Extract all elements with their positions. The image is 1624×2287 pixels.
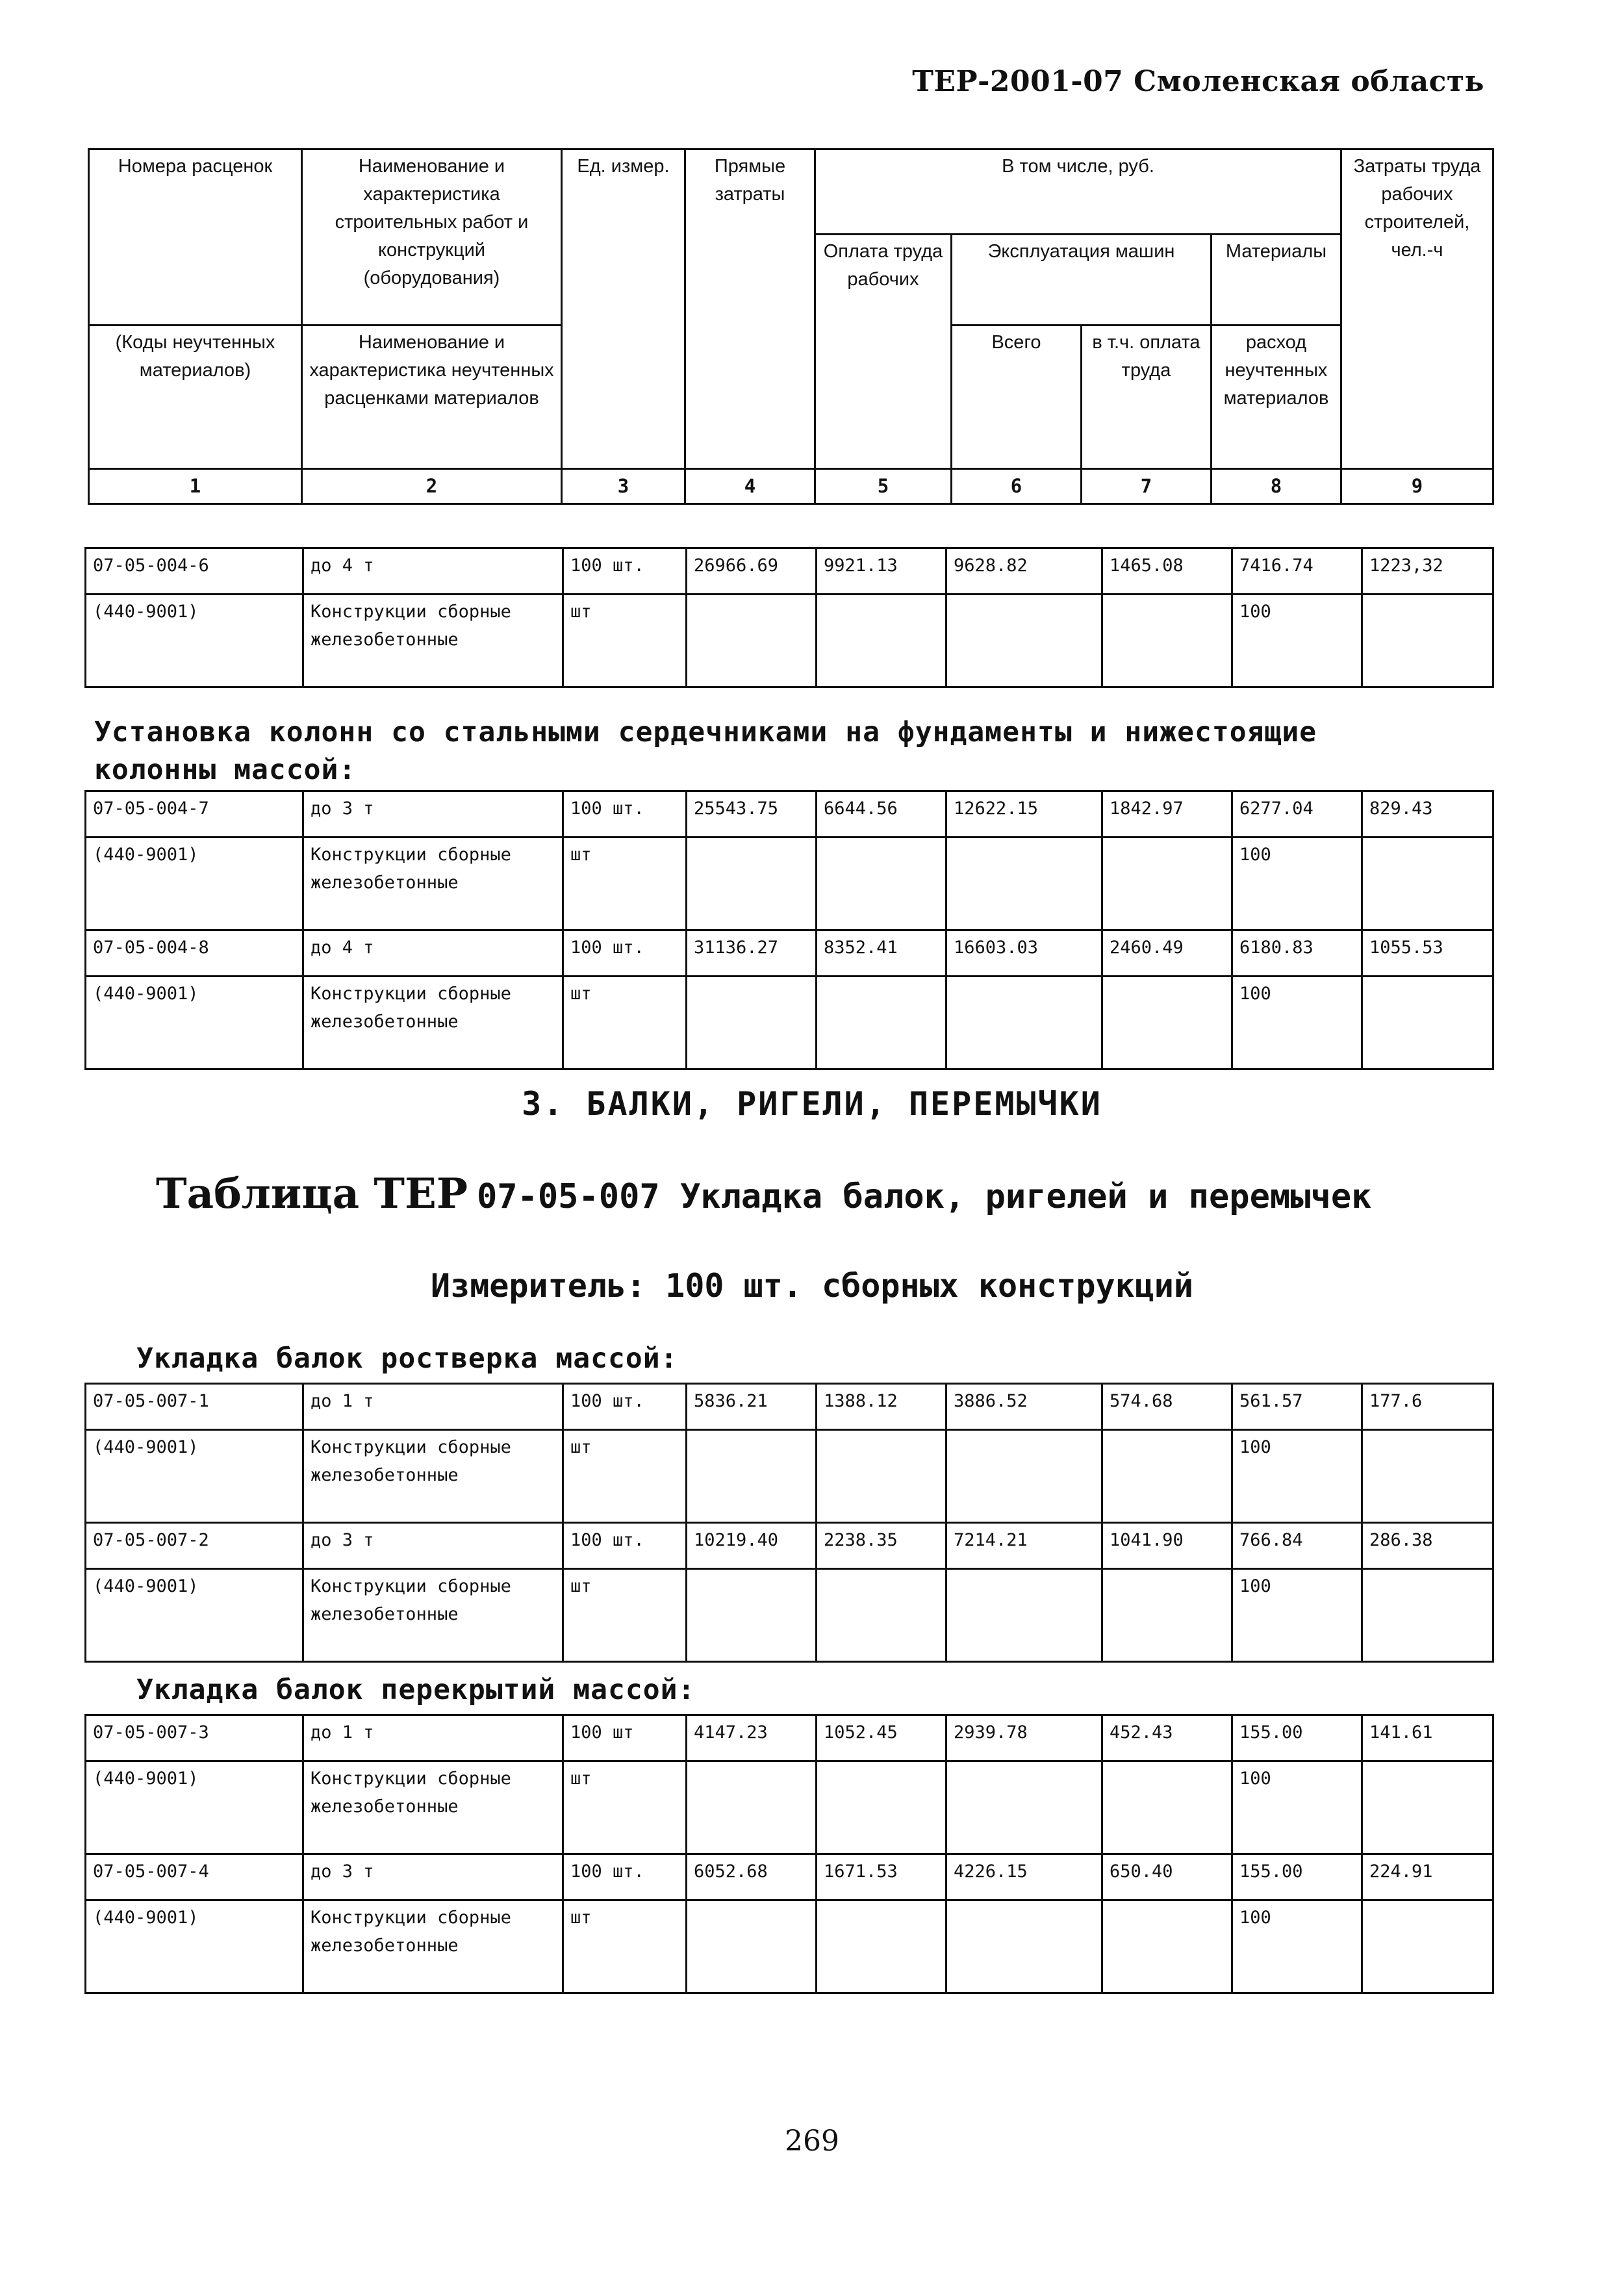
wages (817, 594, 946, 687)
rates-table-group2 (84, 790, 1494, 1070)
col-number: 9 (1341, 469, 1493, 504)
table-row (86, 1761, 1493, 1854)
wages: 8352.41 (817, 930, 946, 977)
machines-wages (1102, 1569, 1232, 1662)
col-codes-sub-header: (Коды неучтенных материалов) (89, 326, 302, 469)
machines-total (946, 977, 1102, 1069)
machines-wages: 2460.49 (1102, 930, 1232, 977)
table-row (86, 1523, 1493, 1569)
document-title: ТЕР-2001-07 Смоленская область (912, 65, 1484, 98)
labor: 224.91 (1362, 1854, 1493, 1900)
machines-wages (1102, 1900, 1232, 1993)
col-number: 8 (1212, 469, 1341, 504)
materials: 100 (1232, 837, 1362, 930)
direct-costs (687, 594, 817, 687)
machines-total: 7214.21 (946, 1523, 1102, 1569)
unit: шт (563, 1900, 687, 1993)
machines-total (946, 1900, 1102, 1993)
materials: 561.57 (1232, 1384, 1362, 1430)
direct-costs: 25543.75 (687, 791, 817, 837)
table-row (86, 930, 1493, 977)
machines-total: 16603.03 (946, 930, 1102, 977)
unit: шт (563, 837, 687, 930)
section-title: 3. БАЛКИ, РИГЕЛИ, ПЕРЕМЫЧКИ (522, 1085, 1102, 1123)
table-row (86, 1715, 1493, 1761)
machines-wages (1102, 594, 1232, 687)
col-unit-header: Ед. измер. (562, 149, 685, 469)
work-name: до 1 т (303, 1715, 563, 1761)
labor (1362, 1900, 1493, 1993)
unit: 100 шт. (563, 930, 687, 977)
direct-costs: 6052.68 (687, 1854, 817, 1900)
machines-wages (1102, 1761, 1232, 1854)
unit: шт (563, 1761, 687, 1854)
table-title (156, 1169, 1371, 1218)
machines-total (946, 594, 1102, 687)
material-name: Конструкции сборные железобетонные (303, 1900, 563, 1993)
direct-costs (687, 1900, 817, 1993)
materials: 6277.04 (1232, 791, 1362, 837)
rates-table-group4 (84, 1714, 1494, 1994)
labor: 141.61 (1362, 1715, 1493, 1761)
work-name: до 1 т (303, 1384, 563, 1430)
wages (817, 1900, 946, 1993)
wages (817, 837, 946, 930)
machines-wages (1102, 977, 1232, 1069)
labor (1362, 1761, 1493, 1854)
labor: 1223,32 (1362, 548, 1493, 594)
table-row (86, 1384, 1493, 1430)
labor (1362, 837, 1493, 930)
wages: 6644.56 (817, 791, 946, 837)
machines-total: 3886.52 (946, 1384, 1102, 1430)
material-code: (440-9001) (86, 837, 303, 930)
material-code: (440-9001) (86, 1900, 303, 1993)
table-row (86, 791, 1493, 837)
table-row (86, 1854, 1493, 1900)
measure-unit: Измеритель: 100 шт. сборных конструкций (431, 1267, 1193, 1305)
col-name-sub-header: Наименование и характеристика неучтенных расценками материалов (302, 326, 562, 469)
machines-total (946, 837, 1102, 930)
materials: 100 (1232, 594, 1362, 687)
materials: 155.00 (1232, 1854, 1362, 1900)
material-name: Конструкции сборные железобетонные (303, 1761, 563, 1854)
labor (1362, 1430, 1493, 1523)
table-title-lead: Таблица ТЕР (156, 1169, 468, 1218)
group-caption: Укладка балок перекрытий массой: (136, 1674, 696, 1706)
wages (817, 1761, 946, 1854)
wages: 2238.35 (817, 1523, 946, 1569)
machines-wages: 1041.90 (1102, 1523, 1232, 1569)
rate-code: 07-05-004-7 (86, 791, 303, 837)
direct-costs: 26966.69 (687, 548, 817, 594)
col-number: 2 (302, 469, 562, 504)
col-number: 1 (89, 469, 302, 504)
machines-wages: 1842.97 (1102, 791, 1232, 837)
rate-code: 07-05-007-1 (86, 1384, 303, 1430)
direct-costs: 10219.40 (687, 1523, 817, 1569)
direct-costs (687, 977, 817, 1069)
col-number: 7 (1082, 469, 1212, 504)
table-row (86, 594, 1493, 687)
rate-code: 07-05-004-8 (86, 930, 303, 977)
work-name: до 4 т (303, 548, 563, 594)
labor (1362, 594, 1493, 687)
machines-wages: 1465.08 (1102, 548, 1232, 594)
wages (817, 1430, 946, 1523)
labor: 286.38 (1362, 1523, 1493, 1569)
work-name: до 4 т (303, 930, 563, 977)
unit: 100 шт. (563, 1523, 687, 1569)
materials: 6180.83 (1232, 930, 1362, 977)
direct-costs: 31136.27 (687, 930, 817, 977)
col-number: 3 (562, 469, 685, 504)
col-materials-sub-header: расход неучтенных материалов (1212, 326, 1341, 469)
wages: 9921.13 (817, 548, 946, 594)
unit: 100 шт. (563, 1854, 687, 1900)
unit: 100 шт. (563, 548, 687, 594)
wages: 1388.12 (817, 1384, 946, 1430)
labor (1362, 1569, 1493, 1662)
table-row (86, 1430, 1493, 1523)
machines-wages: 452.43 (1102, 1715, 1232, 1761)
table-row (86, 837, 1493, 930)
direct-costs: 5836.21 (687, 1384, 817, 1430)
col-number: 6 (952, 469, 1082, 504)
machines-total (946, 1569, 1102, 1662)
col-machines-header: Эксплуатация машин (952, 235, 1212, 326)
labor: 829.43 (1362, 791, 1493, 837)
unit: шт (563, 1430, 687, 1523)
labor: 1055.53 (1362, 930, 1493, 977)
material-code: (440-9001) (86, 594, 303, 687)
col-number: 4 (685, 469, 815, 504)
machines-total: 2939.78 (946, 1715, 1102, 1761)
page-number: 269 (785, 2125, 839, 2158)
unit: 100 шт. (563, 791, 687, 837)
materials: 766.84 (1232, 1523, 1362, 1569)
material-name: Конструкции сборные железобетонные (303, 594, 563, 687)
group-caption: Установка колонн со стальными сердечниками на фундаменты и нижестоящие колонны массой: (94, 716, 1317, 786)
col-wages-header: Оплата труда рабочих (815, 235, 952, 469)
materials: 100 (1232, 1900, 1362, 1993)
materials: 100 (1232, 977, 1362, 1069)
rate-code: 07-05-007-4 (86, 1854, 303, 1900)
direct-costs (687, 1569, 817, 1662)
table-row (86, 548, 1493, 594)
machines-wages: 650.40 (1102, 1854, 1232, 1900)
machines-total (946, 1430, 1102, 1523)
table-row (86, 977, 1493, 1069)
material-name: Конструкции сборные железобетонные (303, 837, 563, 930)
col-name-header: Наименование и характеристика строительных работ и конструкций (оборудования) (302, 149, 562, 326)
col-incl-header: В том числе, руб. (815, 149, 1341, 235)
materials: 155.00 (1232, 1715, 1362, 1761)
machines-total: 12622.15 (946, 791, 1102, 837)
labor: 177.6 (1362, 1384, 1493, 1430)
rate-code: 07-05-007-3 (86, 1715, 303, 1761)
material-code: (440-9001) (86, 977, 303, 1069)
rate-code: 07-05-007-2 (86, 1523, 303, 1569)
wages: 1671.53 (817, 1854, 946, 1900)
col-labor-header: Затраты труда рабочих строителей, чел.-ч (1341, 149, 1493, 469)
table-title-text: 07-05-007 Укладка балок, ригелей и перемычек (476, 1177, 1372, 1216)
wages (817, 1569, 946, 1662)
work-name: до 3 т (303, 1854, 563, 1900)
material-name: Конструкции сборные железобетонные (303, 1569, 563, 1662)
direct-costs (687, 837, 817, 930)
col-number: 5 (815, 469, 952, 504)
material-code: (440-9001) (86, 1569, 303, 1662)
unit: 100 шт. (563, 1384, 687, 1430)
column-header-table (88, 148, 1494, 505)
direct-costs (687, 1430, 817, 1523)
material-name: Конструкции сборные железобетонные (303, 977, 563, 1069)
rate-code: 07-05-004-6 (86, 548, 303, 594)
materials: 100 (1232, 1761, 1362, 1854)
material-code: (440-9001) (86, 1761, 303, 1854)
unit: шт (563, 977, 687, 1069)
machines-wages (1102, 837, 1232, 930)
work-name: до 3 т (303, 1523, 563, 1569)
table-row (86, 1900, 1493, 1993)
unit: 100 шт (563, 1715, 687, 1761)
machines-total: 4226.15 (946, 1854, 1102, 1900)
machines-total: 9628.82 (946, 548, 1102, 594)
machines-wages (1102, 1430, 1232, 1523)
direct-costs: 4147.23 (687, 1715, 817, 1761)
col-machines-wages-header: в т.ч. оплата труда (1082, 326, 1212, 469)
direct-costs (687, 1761, 817, 1854)
unit: шт (563, 594, 687, 687)
materials: 100 (1232, 1569, 1362, 1662)
col-codes-header: Номера расценок (89, 149, 302, 326)
machines-total (946, 1761, 1102, 1854)
col-materials-header: Материалы (1212, 235, 1341, 326)
unit: шт (563, 1569, 687, 1662)
group-caption: Укладка балок ростверка массой: (136, 1342, 678, 1375)
material-name: Конструкции сборные железобетонные (303, 1430, 563, 1523)
col-machines-total-header: Всего (952, 326, 1082, 469)
materials: 7416.74 (1232, 548, 1362, 594)
col-direct-header: Прямые затраты (685, 149, 815, 469)
wages: 1052.45 (817, 1715, 946, 1761)
labor (1362, 977, 1493, 1069)
rates-table-group1 (84, 547, 1494, 688)
machines-wages: 574.68 (1102, 1384, 1232, 1430)
material-code: (440-9001) (86, 1430, 303, 1523)
rates-table-group3 (84, 1383, 1494, 1663)
table-row (86, 1569, 1493, 1662)
materials: 100 (1232, 1430, 1362, 1523)
work-name: до 3 т (303, 791, 563, 837)
wages (817, 977, 946, 1069)
